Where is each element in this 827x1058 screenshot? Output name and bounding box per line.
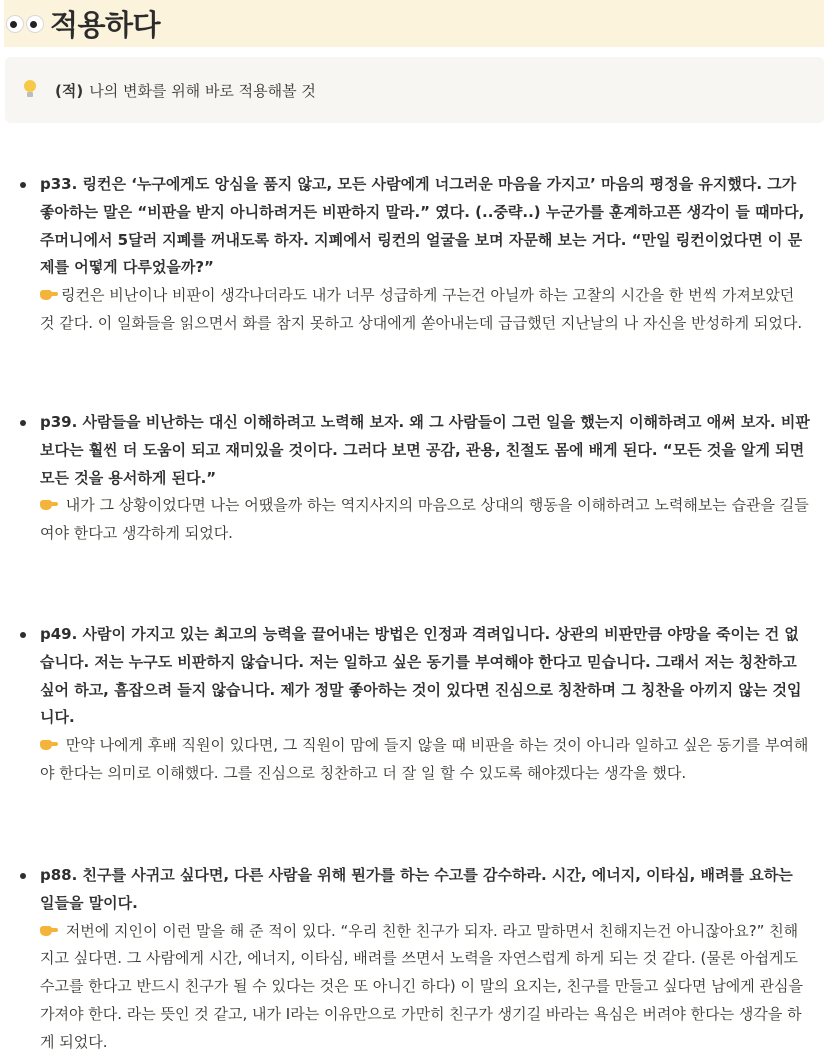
- page-heading: [4, 0, 824, 47]
- quote-text: p33. 링컨은 ‘누구에게도 앙심을 품지 않고, 모든 사람에게 너그러운 마음을 가지고’ 마음의 평정을 유지했다. 그가 좋아하는 말은 “비판을 받지 아니하려거든 비판하지 말라.” 였다. (..중략..) 누군가를 훈계하고픈 생각이 들 때마다, 주머니에서 5달러 지폐를 꺼내도록 하자. 지폐에서 링컨의 얼굴을 보며 자문해 보는 거다. “만일 링컨이었다면 이 문제를 어떻게 다루었을까?”: [40, 175, 805, 277]
- callout-label: (적): [55, 81, 84, 100]
- eyes-icon: [6, 15, 44, 33]
- pointing-hand-icon: [40, 498, 58, 511]
- pointing-hand-icon: [40, 288, 58, 301]
- list-item: [16, 171, 816, 338]
- list-item: [16, 862, 816, 1057]
- pointing-hand-icon: [40, 738, 58, 751]
- list-item: [16, 621, 816, 788]
- quote-text: p88. 친구를 사귀고 싶다면, 다른 사람을 위해 뭔가를 하는 수고를 감수하라. 시간, 에너지, 이타심, 배려를 요하는 일들을 말이다.: [40, 866, 793, 912]
- quote-text: p49. 사람이 가지고 있는 최고의 능력을 끌어내는 방법은 인정과 격려입니다. 상관의 비판만큼 야망을 죽이는 건 없습니다. 저는 누구도 비판하지 않습니다. 저는 일하고 싶은 동기를 부여해야 한다고 믿습니다. 그래서 저는 칭찬하고 싶어 하고, 흠잡으려 들지 않습니다. 제가 정말 좋아하는 것이 있다면 진심으로 칭찬하며 그 칭찬을 아끼지 않는 것입니다.: [40, 625, 802, 727]
- list-item: [16, 409, 816, 548]
- bullet-icon: [20, 182, 26, 188]
- note-text: 저번에 지인이 이런 말을 해 준 적이 있다. “우리 친한 친구가 되자. 라고 말하면서 친해지는건 아니잖아요?” 친해지고 싶다면. 그 사람에게 시간, 에너지, 이타심, 배려를 쓰면서 노력을 자연스럽게 하게 되는 것 같다. (물론 아쉽게도 수고를 한다고 반드시 친구가 될 수 있다는 것은 또 아니긴 하다) 이 말의 요지는, 친구를 만들고 싶다면 남에게 관심을 가져야 한다. 라는 뜻인 것 같고, 내가 I라는 이유만으로 가만히 친구가 생기길 바라는 욕심은 버려야 한다는 생각을 하게 되었다.: [40, 921, 803, 1051]
- callout: [5, 57, 824, 123]
- callout-text: 나의 변화를 위해 바로 적용해볼 것: [89, 81, 316, 100]
- page-title: 적용하다: [50, 8, 161, 42]
- note-text: 만약 나에게 후배 직원이 있다면, 그 직원이 맘에 들지 않을 때 비판을 하는 것이 아니라 일하고 싶은 동기를 부여해야 한다는 의미로 이해했다. 그를 진심으로 칭찬하고 더 잘 일 할 수 있도록 해야겠다는 생각을 했다.: [40, 736, 809, 782]
- note-text: 링컨은 비난이나 비판이 생각나더라도 내가 너무 성급하게 구는건 아닐까 하는 고찰의 시간을 한 번씩 가져보았던 것 같다. 이 일화들을 읽으면서 화를 참지 못하고 상대에게 쏟아내는데 급급했던 지난날의 나 자신을 반성하게 되었다.: [40, 286, 803, 332]
- bullet-icon: [20, 873, 26, 879]
- bullet-icon: [20, 420, 26, 426]
- pointing-hand-icon: [40, 924, 58, 937]
- bullet-icon: [20, 632, 26, 638]
- note-text: 내가 그 상황이었다면 나는 어땠을까 하는 역지사지의 마음으로 상대의 행동을 이해하려고 노력해보는 습관을 길들여야 한다고 생각하게 되었다.: [40, 496, 809, 543]
- light-bulb-icon: [23, 80, 37, 100]
- quote-text: p39. 사람들을 비난하는 대신 이해하려고 노력해 보자. 왜 그 사람들이 그런 일을 했는지 이해하려고 애써 보자. 비판보다는 훨씬 더 도움이 되고 재미있을 것이다. 그러다 보면 공감, 관용, 친절도 몸에 배게 된다. “모든 것을 알게 되면 모든 것을 용서하게 된다.”: [40, 413, 810, 487]
